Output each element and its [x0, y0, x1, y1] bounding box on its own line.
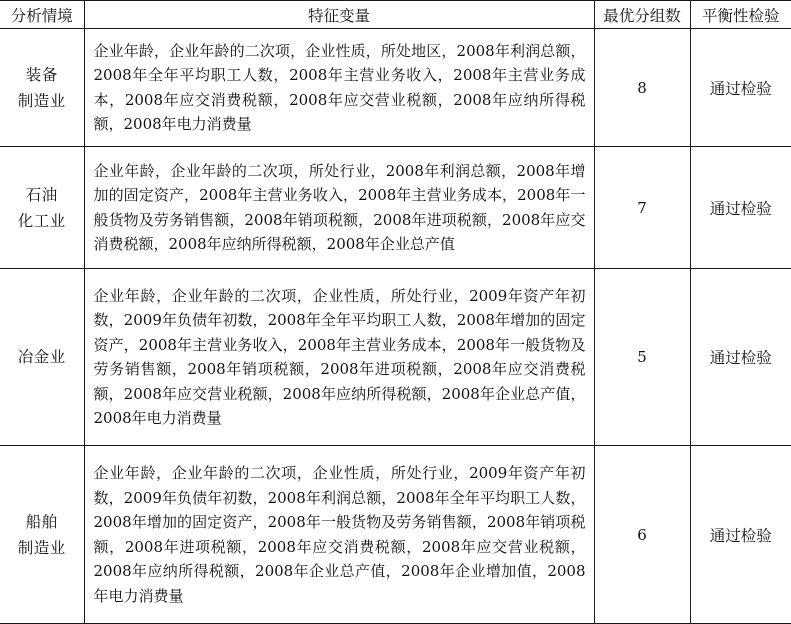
balance-test-cell: 通过检验: [690, 147, 791, 269]
feature-variables-cell: 企业年龄，企业年龄的二次项，企业性质，所处行业，2009年资产年初数，2009年负债年初数，2008年利润总额，2008年全年平均职工人数，2008年增加的固定资产，2008年一般货物及劳务销售额，2008年销项税额，2008年进项税额，2008年应交消费税额，2008年应交营业税额，2008年应纳所得税额，2008年企业总产值，2008年企业增加值，2008年电力消费量: [84, 446, 594, 624]
industry-cell: [0, 446, 84, 624]
optimal-groups-cell: 7: [594, 147, 690, 269]
balance-test-cell: 通过检验: [690, 269, 791, 446]
industry-cell: [0, 147, 84, 269]
header-row: [0, 1, 791, 29]
industry-label-line: 冶金业: [17, 348, 66, 366]
industry-label-line: 制造业: [17, 538, 66, 557]
industry-cell: [0, 29, 84, 147]
table-row: [0, 29, 791, 147]
industry-label-line: 石油: [25, 185, 58, 204]
industry-label-line: 制造业: [17, 91, 66, 110]
table-row: [0, 446, 791, 624]
industry-cell: [0, 269, 84, 446]
industry-label-line: 船舶: [25, 512, 58, 531]
industry-label-line: 装备: [25, 65, 58, 84]
header-balance-test: 平衡性检验: [690, 1, 791, 29]
table-row: [0, 269, 791, 446]
feature-variables-cell: 企业年龄，企业年龄的二次项，企业性质，所处行业，2009年资产年初数，2009年负债年初数，2008年全年平均职工人数，2008年增加的固定资产，2008年主营业务收入，2008年主营业务成本，2008年一般货物及劳务销售额，2008年销项税额，2008年进项税额，2008年应交消费税额，2008年应交营业税额，2008年应纳所得税额，2008年企业总产值，2008年电力消费量: [84, 269, 594, 446]
optimal-groups-cell: 5: [594, 269, 690, 446]
balance-test-cell: 通过检验: [690, 29, 791, 147]
header-features: 特征变量: [84, 1, 594, 29]
optimal-groups-cell: 8: [594, 29, 690, 147]
balance-test-cell: 通过检验: [690, 446, 791, 624]
feature-variables-cell: 企业年龄，企业年龄的二次项，企业性质，所处地区，2008年利润总额，2008年全年平均职工人数，2008年主营业务收入，2008年主营业务成本，2008年应交消费税额，2008年应交营业税额，2008年应纳所得税额，2008年电力消费量: [84, 29, 594, 147]
industry-label-line: 化工业: [17, 211, 66, 230]
table-row: [0, 147, 791, 269]
optimal-groups-cell: 6: [594, 446, 690, 624]
header-optimal-groups: 最优分组数: [594, 1, 690, 29]
header-scenario: 分析情境: [0, 1, 84, 29]
feature-variables-cell: 企业年龄，企业年龄的二次项，所处行业，2008年利润总额，2008年增加的固定资产，2008年主营业务收入，2008年主营业务成本，2008年一般货物及劳务销售额，2008年销项税额，2008年进项税额，2008年应交消费税额，2008年应纳所得税额，2008年企业总产值: [84, 147, 594, 269]
